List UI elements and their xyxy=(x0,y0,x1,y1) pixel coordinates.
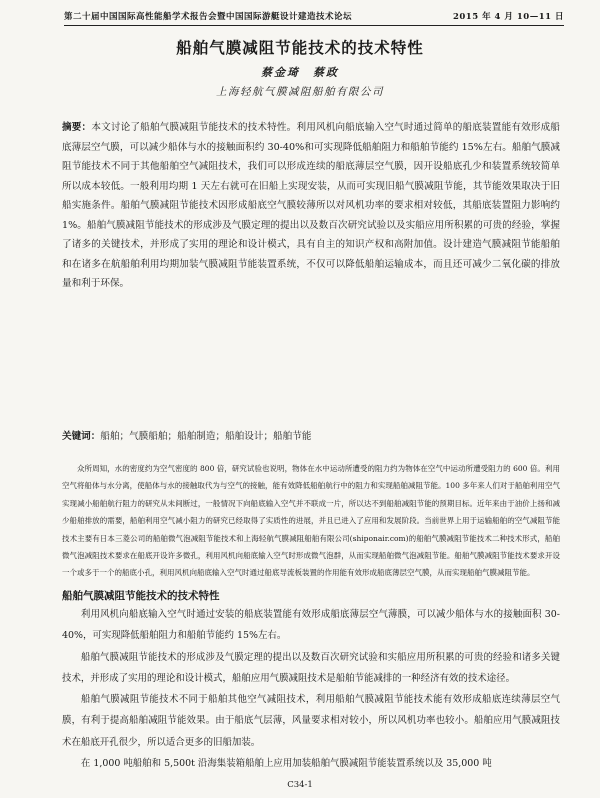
paper-authors: 蔡金琦 蔡政 xyxy=(261,66,339,79)
keywords xyxy=(62,427,560,446)
section-paragraph-4: 在 1,000 吨船舶和 5,500t 沿海集装箱船舶上应用加装船舶气膜减阻节能装置系统以及 35,000 吨 xyxy=(80,758,492,770)
paper-title: 船舶气膜减阻节能技术的技术特性 xyxy=(176,39,424,57)
section-paragraph-2: 船舶气膜减阻节能技术的形成涉及气膜定理的提出以及数百次研究试验和实船应用所积累的可贵的经验和诸多关键技术，并形成了实用的理论和设计模式，船舶应用气膜减阻技术是船舶节能减排的一种经济有效的技术途径。 xyxy=(62,651,560,684)
section-body xyxy=(62,604,560,774)
keywords-label: 关键词： xyxy=(62,431,101,442)
section-paragraph-3: 船舶气膜减阻节能技术不同于船舶其他空气减阻技术，利用船舶气膜减阻节能技术能有效形成船底连续薄层空气膜，有利于提高船舶减阻节能效果。由于船底气层薄，风量要求相对较小，所以风机功率也较小。船舶应用气膜减阻技术在船底开孔很少，所以适合更多的旧船加装。 xyxy=(62,694,560,748)
intro-paragraph: 众所周知，水的密度约为空气密度的 800 倍，研究试验也说明，物体在水中运动所遭受的阻力约为物体在空气中运动所遭受阻力的 600 倍。利用空气将船体与水分离，使船体与水的接触取代为与空气的接触，能有效降低船舶航行中的阻力和实现船舶减阻节能。100 多年来人们对于船舶利用空气实现减小船舶航行阻力的研究从未间断过，一般情况下向船底输入空气并不联成一片，所以达不到船舶减阻节能的预期目标。近年来由于油价上扬和减少船舶排放的需要，船舶利用空气减小阻力的研究已经取得了实质性的进展，并且已进入了应用和发展阶段。当前世界上用于运输船舶的空气减阻节能技术主要有日本三菱公司的船舶微气泡减阻节能技术和上海轻航气膜减阻船舶有限公司(shiponair.com)的船舶气膜减阻节能技术二种技术形式，船舶微气泡减阻技术要求在船底开设许多微孔，利用风机向船底输入空气时形成微气泡群，从而实现船舶微气泡减阻节能。船舶气膜减阻节能技术要求开设一个或多于一个的船底小孔，利用风机向船底输入空气时通过船底导流板装置的作用能有效形成船底薄层空气膜，从而实现船舶气膜减阻节能。 xyxy=(62,464,560,578)
introduction xyxy=(62,460,560,582)
section-paragraph-1: 利用风机向船底输入空气时通过安装的船底装置能有效形成船底薄层空气薄膜，可以减少船体与水的接触面积 30-40%，可实现降低船舶阻力和船舶节能约 15%左右。 xyxy=(62,609,560,642)
page-number: C34-1 xyxy=(287,780,313,790)
conference-name: 第二十届中国国际高性能船学术报告会暨中国国际游艇设计建造技术论坛 xyxy=(64,12,353,22)
conference-date: 2015 年 4 月 10—11 日 xyxy=(452,12,564,22)
section-heading: 船舶气膜减阻节能技术的技术特性 xyxy=(62,590,220,602)
abstract xyxy=(62,118,560,294)
keywords-text: 船舶；气膜船舶；船舶制造；船舶设计；船舶节能 xyxy=(100,431,312,442)
author-affiliation: 上海轻航气膜减阻船舶有限公司 xyxy=(216,86,384,98)
abstract-text: 本文讨论了船舶气膜减阻节能技术的技术特性。利用风机向船底输入空气时通过简单的船底装置能有效形成船底薄层空气膜，可以减少船体与水的接触面积约 30-40%和可实现降低船舶阻力和船舶节能约 15%左右。船舶气膜减阻节能技术不同于其他船舶空气减阻技术，我们可以形成连续的船底薄层空气膜，因开设船底孔少和装置系统较简单所以成本较低。一般利用均期 1 天左右就可在旧船上实现安装，从而可实现旧船气膜减阻节能，其节能效果取决于旧船实施条件。船舶气膜减阻节能技术因形成船底空气膜较薄所以对风机功率的要求相对较低，其船底装置阻力影响约 1%。船舶气膜减阻节能技术的形成涉及气膜定理的提出以及数百次研究试验以及实船应用所积累的可贵的经验，掌握了诸多的关键技术，并形成了实用的理论和设计模式，具有自主的知识产权和高附加值。设计建造气膜减阻节能船舶和在诸多在航船舶利用均期加装气膜减阻节能装置系统，不仅可以降低船舶运输成本，而且还可减少二氧化碳的排放量和利于环保。 xyxy=(62,122,561,289)
header-rule xyxy=(64,25,564,26)
abstract-label: 摘要： xyxy=(62,122,92,133)
running-header xyxy=(64,10,564,22)
